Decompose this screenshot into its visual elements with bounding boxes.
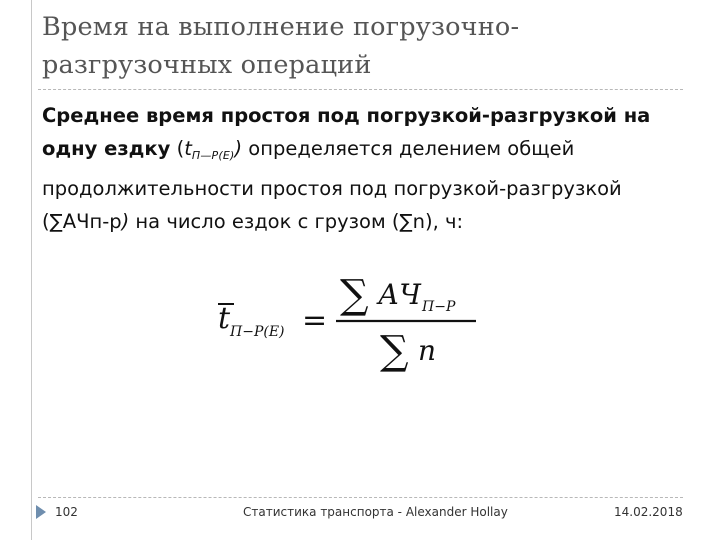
body-open-paren: ( (170, 137, 185, 160)
denominator-sum-icon: ∑ (380, 328, 409, 374)
denominator-variable: n (418, 334, 437, 367)
footer-page-number: 102 (55, 505, 78, 519)
slide-title (42, 8, 682, 84)
formula-graphic (214, 268, 504, 378)
title-divider (38, 89, 683, 90)
footer-arrow-icon (36, 505, 46, 519)
body-paragraph (42, 99, 682, 238)
footer-center-text: Статистика транспорта - Alexander Hollay (243, 505, 508, 519)
lhs-t-symbol: t (218, 301, 231, 336)
numerator-variable: АЧ (378, 278, 421, 311)
title-line-2: разгрузочных операций (42, 50, 372, 80)
numerator-sum-icon: ∑ (340, 272, 369, 318)
lhs-subscript: П−Р(Е) (230, 324, 285, 340)
body-t-symbol: t (184, 137, 192, 160)
body-rest-text: определяется делением общей продолжительности простоя под погрузкой-разгрузкой ( (42, 137, 622, 233)
numerator-subscript: П−Р (422, 299, 456, 315)
body-bold-lead: Среднее время простоя под погрузкой-разгрузкой на одну ездку (42, 104, 651, 160)
equals-sign: = (302, 303, 328, 338)
title-line-1: Время на выполнение погрузочно- (42, 12, 520, 42)
footer-date: 14.02.2018 (614, 505, 683, 519)
body-tail-text: на число ездок с грузом (∑n), ч: (129, 210, 464, 233)
body-t-subscript: П—Р(Е) (191, 149, 235, 162)
body-close-paren: ) (234, 137, 243, 160)
formula (214, 268, 504, 378)
body-sum-a-close: ) (121, 210, 130, 233)
footer-divider (38, 497, 683, 498)
body-sum-a: ∑АЧп-р (49, 210, 122, 233)
left-margin-rule (31, 0, 32, 540)
